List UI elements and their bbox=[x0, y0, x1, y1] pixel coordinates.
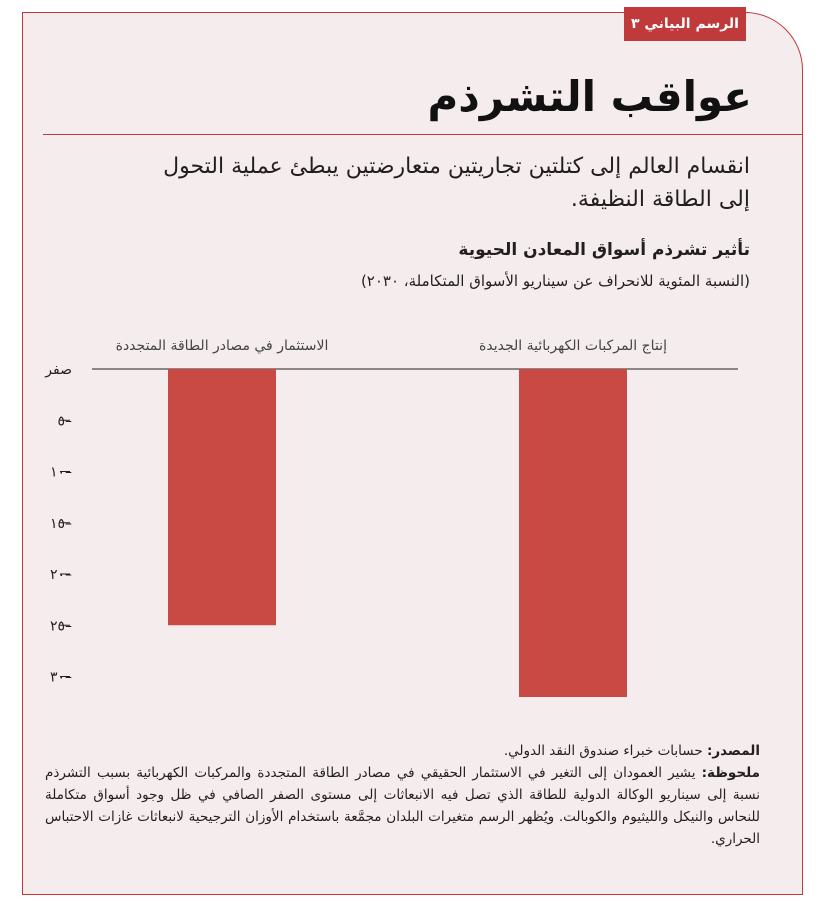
y-tick-label: صفر bbox=[45, 362, 72, 378]
chart-title: تأثير تشرذم أسواق المعادن الحيوية bbox=[458, 240, 750, 260]
y-tick-label: ١٠– bbox=[49, 464, 72, 481]
note-text: يشير العمودان إلى التغير في الاستثمار الحقيقي في مصادر الطاقة المتجددة والمركبات الكهربائية بسبب التشرذم نسبة إلى سيناريو الوكالة الدولية للطاقة الذي تصل فيه الانبعاثات إلى مستوى الصفر الصافي في ظل وجود أسواق متكاملة للنحاس والنيكل والليثيوم والكوبالت. ويُظهر الرسم متغيرات البلدان مجمَّعة باستخدام الأوزان الترجيحية لانبعاثات غازات الاحتباس الحراري. bbox=[45, 765, 760, 847]
note-label: ملحوظة: bbox=[701, 765, 760, 781]
note-line bbox=[45, 762, 760, 850]
y-tick-label: ٢٠– bbox=[49, 567, 72, 583]
chart-subtitle: (النسبة المئوية للانحراف عن سيناريو الأسواق المتكاملة، ٢٠٣٠) bbox=[360, 272, 750, 290]
source-line bbox=[45, 740, 760, 762]
source-label: المصدر: bbox=[706, 743, 760, 759]
bar bbox=[519, 369, 627, 697]
category-label: إنتاج المركبات الكهربائية الجديدة bbox=[479, 338, 667, 354]
y-tick-label: ٢٥– bbox=[49, 618, 72, 635]
bar bbox=[168, 369, 276, 625]
subtitle: انقسام العالم إلى كتلتين تجاريتين متعارضتين يبطئ عملية التحول إلى الطاقة النظيفة. bbox=[163, 154, 750, 212]
notes bbox=[45, 740, 760, 850]
figure-tag: الرسم البياني ٣ bbox=[624, 7, 746, 41]
y-tick-label: ١٥– bbox=[49, 515, 72, 532]
source-text: حسابات خبراء صندوق النقد الدولي. bbox=[503, 743, 703, 759]
y-tick-label: ٣٠– bbox=[49, 669, 72, 686]
y-tick-label: ٥– bbox=[57, 413, 72, 430]
category-label: الاستثمار في مصادر الطاقة المتجددة bbox=[115, 338, 329, 354]
page-title: عواقب التشرذم bbox=[427, 72, 752, 121]
